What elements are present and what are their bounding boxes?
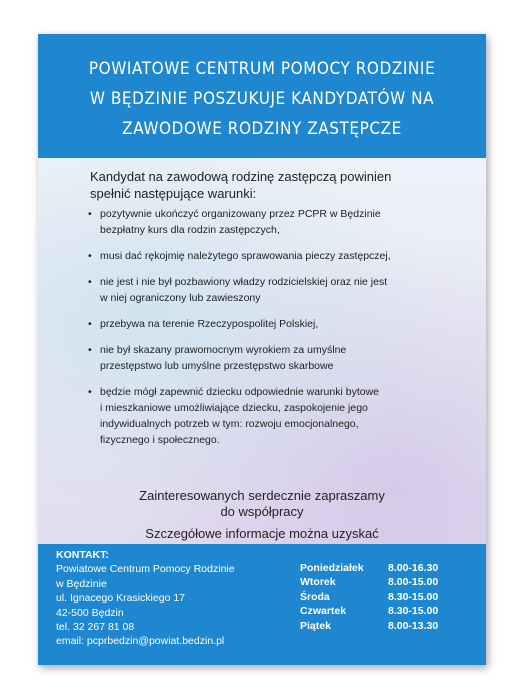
- list-item-line: fizycznego i społecznego.: [100, 434, 220, 446]
- intro-line: Kandydat na zawodową rodzinę zastępczą powinien: [90, 169, 392, 184]
- list-item-line: musi dać rękojmię należytego sprawowania pieczy zastępczej,: [100, 250, 391, 262]
- intro-text: [90, 168, 450, 202]
- list-item: [88, 316, 458, 332]
- header-banner: [38, 34, 486, 158]
- hours-row: [300, 561, 480, 575]
- contact-line: 42-500 Będzin: [56, 606, 124, 619]
- info-line: Szczegółowe informacje można uzyskać: [145, 526, 379, 541]
- title-line: ZAWODOWE RODZINY ZASTĘPCZE: [122, 119, 402, 139]
- invitation-text: [38, 488, 486, 520]
- hours-row: [300, 619, 480, 633]
- hours-row: [300, 590, 480, 604]
- conditions-list: [88, 206, 458, 458]
- invitation-line: Zainteresowanych serdecznie zapraszamy: [139, 488, 385, 503]
- contact-email: email: pcprbedzin@powiat.bedzin.pl: [56, 635, 225, 648]
- footer-banner: [38, 544, 486, 665]
- hours-day: Środa: [300, 590, 330, 603]
- list-item-line: nie był skazany prawomocnym wyrokiem za umyślne: [100, 344, 347, 356]
- list-item: [88, 274, 458, 306]
- bullet-icon: •: [88, 318, 92, 330]
- list-item-line: indywidualnych potrzeb w tym: rozwoju emocjonalnego,: [100, 418, 359, 430]
- poster-title: [60, 34, 463, 144]
- hours-time: 8.00-16.30: [388, 562, 439, 574]
- title-line: POWIATOWE CENTRUM POMOCY RODZINIE: [88, 59, 436, 79]
- hours-day: Wtorek: [300, 576, 336, 589]
- bullet-icon: •: [88, 250, 92, 262]
- contact-heading: KONTAKT:: [56, 549, 109, 561]
- list-item-line: nie jest i nie był pozbawiony władzy rodzicielskiej oraz nie jest: [100, 276, 388, 288]
- invitation-line: do współpracy: [220, 504, 304, 519]
- contact-line: ul. Ignacego Krasickiego 17: [56, 592, 185, 605]
- intro-line: spełnić następujące warunki:: [90, 186, 257, 201]
- hours-time: 8.00-13.30: [388, 619, 439, 632]
- list-item: [88, 384, 458, 448]
- hours-day: Poniedziałek: [300, 562, 364, 574]
- list-item-line: przebywa na terenie Rzeczypospolitej Polskiej,: [100, 318, 319, 330]
- content-area: [38, 158, 486, 544]
- contact-block: [56, 548, 306, 649]
- list-item-line: będzie mógł zapewnić dziecku odpowiednie warunki bytowe: [100, 386, 379, 398]
- bullet-icon: •: [88, 386, 92, 398]
- hours-day: Czwartek: [300, 605, 347, 618]
- hours-time: 8.00-15.00: [388, 576, 439, 589]
- contact-phone: tel. 32 267 81 08: [56, 621, 135, 634]
- hours-row: [300, 604, 480, 618]
- list-item: [88, 248, 458, 264]
- list-item-line: w niej ograniczony lub zawieszony: [100, 292, 261, 304]
- list-item-line: pozytywnie ukończyć organizowany przez PCPR w Będzinie: [100, 208, 381, 220]
- list-item: [88, 206, 458, 238]
- hours-time: 8.30-15.00: [388, 605, 439, 618]
- hours-time: 8.30-15.00: [388, 590, 439, 603]
- title-line: W BĘDZINIE POSZUKUJE KANDYDATÓW NA: [89, 89, 435, 109]
- opening-hours: [300, 561, 480, 633]
- list-item: [88, 342, 458, 374]
- bullet-icon: •: [88, 344, 92, 356]
- hours-day: Piątek: [300, 619, 331, 632]
- poster: [38, 34, 486, 665]
- list-item-line: i mieszkaniowe umożliwiające dziecku, zaspokojenie jego: [100, 402, 368, 414]
- contact-line: w Będzinie: [56, 577, 107, 590]
- bullet-icon: •: [88, 276, 92, 288]
- list-item-line: przestępstwo lub umyślne przestępstwo skarbowe: [100, 360, 334, 372]
- bullet-icon: •: [88, 208, 92, 220]
- list-item-line: bezpłatny kurs dla rodzin zastępczych,: [100, 224, 280, 236]
- contact-line: Powiatowe Centrum Pomocy Rodzinie: [56, 563, 235, 576]
- hours-row: [300, 575, 480, 589]
